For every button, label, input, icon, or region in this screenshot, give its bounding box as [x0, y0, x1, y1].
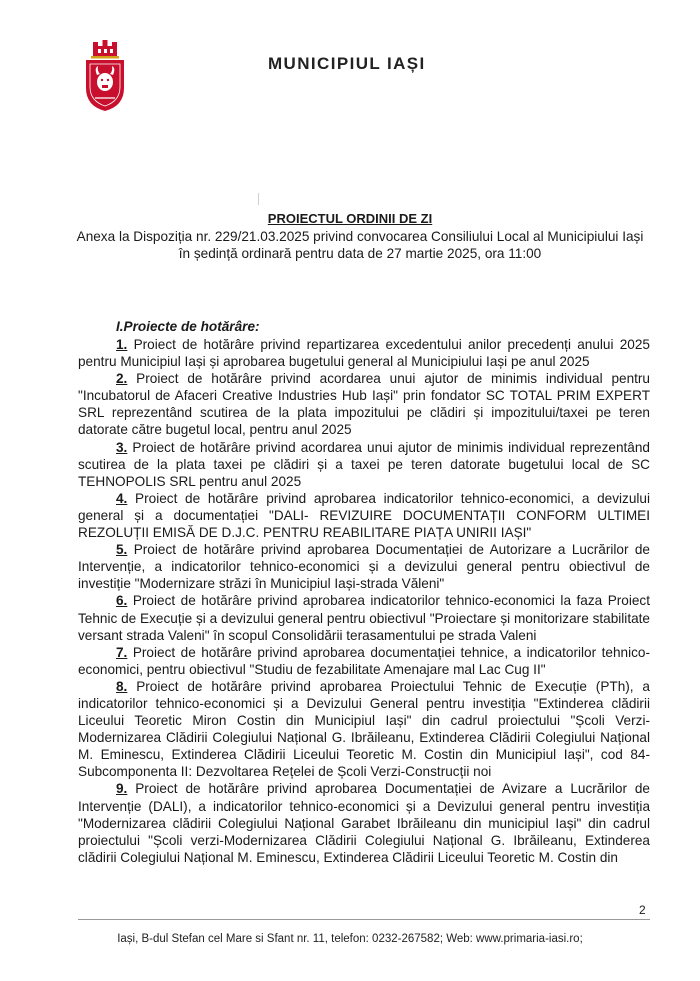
agenda-item — [78, 370, 650, 438]
item-text: Proiect de hotărâre privind repartizarea excedentului anilor precedenți anului 2025 pentru Municipiul Iași și aprobarea bugetului general al Municipiului Iași pe anul 2025 — [78, 337, 650, 370]
item-number: 1. — [116, 337, 128, 352]
item-text: Proiect de hotărâre privind aprobarea documentației tehnice, a indicatorilor tehnico-economici, pentru obiectivul "Studiu de fezabilitate Amenajare mal Lac Cug II" — [78, 644, 650, 677]
item-number: 8. — [116, 678, 128, 694]
item-number: 5. — [116, 542, 128, 558]
agenda-list — [78, 336, 650, 866]
item-number: 2. — [116, 371, 128, 387]
item-text: Proiect de hotărâre privind aprobarea Documentației de Autorizare a Lucrărilor de Intervenție, a indicatorilor tehnico-economici și a devizului general pentru obiectivul de investiție "Modernizare străzi în Municipiul Iași-strada Văleni" — [78, 542, 650, 592]
agenda-item — [78, 336, 650, 370]
item-text: Proiect de hotărâre privind aprobarea Documentației de Avizare a Lucrărilor de Intervenție (DALI), a indicatorilor tehnico-economici și a Devizului general pentru investiția "Modernizarea clădirii Colegiului Național Garabet Ibrăileanu din municipiul Iași" din cadrul proiectului "Școli verzi-Modernizarea Clădirii Colegiului Național G. Ibrăileanu, Extinderea clădirii Colegiului Național M. Eminescu, Extinderea Clădirii Liceului Teoretic M. Costin din — [78, 781, 650, 865]
agenda-item — [78, 541, 650, 592]
section-title: I.Proiecte de hotărâre: — [116, 319, 260, 334]
agenda-item — [78, 644, 650, 678]
page-number: 2 — [639, 903, 646, 917]
item-text: Proiect de hotărâre privind aprobarea indicatorilor tehnico-economici la faza Proiect Tehnic de Execuție și a devizului general pentru obiectivul "Proiectare și monitorizare stabilitate versant strada Valeni" în scopul Consolidării terasamentului pe strada Valeni — [78, 593, 650, 643]
agenda-item — [78, 780, 650, 865]
item-number: 6. — [116, 593, 128, 609]
municipality-name: MUNICIPIUL IAȘI — [268, 54, 426, 73]
agenda-item — [78, 439, 650, 490]
footer-divider — [78, 919, 650, 920]
agenda-item — [78, 678, 650, 781]
agenda-item — [78, 490, 650, 541]
document-title: PROIECTUL ORDINII DE ZI — [267, 211, 433, 226]
item-number: 3. — [116, 439, 128, 455]
document-subtitle: Anexa la Dispoziția nr. 229/21.03.2025 privind convocarea Consiliului Local al Municipiului Iași în ședință ordinară pentru data de 27 martie 2025, ora 11:00 — [76, 229, 644, 261]
item-text: Proiect de hotărâre privind acordarea unui ajutor de minimis individual pentru "Incubatorul de Afaceri Creative Industries Hub Iași" prin fondator SC TOTAL PRIM EXPERT SRL reprezentând scutirea de la plata impozitului pe clădiri și impozitului/taxei pe teren datorate către bugetul local, pentru anul 2025 — [78, 371, 650, 438]
item-text: Proiect de hotărâre privind acordarea unui ajutor de minimis individual reprezentând scutirea de la plata taxei pe clădiri și a taxei pe teren datorate bugetului local de SC TEHNOPOLIS SRL pentru anul 2025 — [78, 439, 650, 489]
item-text: Proiect de hotărâre privind aprobarea indicatorilor tehnico-economici, a devizului general și a documentației "DALI- REVIZUIRE DOCUMENTAȚII CONFORM ULTIMEI REZOLUȚII EMISĂ DE D.J.C. PENTRU REABILITARE PIAȚA UNIRII IAȘI" — [78, 490, 650, 541]
item-number: 9. — [116, 781, 128, 797]
agenda-item — [78, 592, 650, 643]
item-text: Proiect de hotărâre privind aprobarea Proiectului Tehnic de Execuție (PTh), a indicatorilor tehnico-economici și a Devizului General pentru investiția "Extinderea clădirii Liceului Teoretic Miron Costin din Municipiul Iași" din cadrul proiectului "Școli Verzi-Modernizarea Clădirii Colegiului Național G. Ibrăileanu, Extinderea Clădirii Colegiului Național M. Eminescu, Extinderea Clădirii Liceului Teoretic M. Costin din Municipiul Iași", cod 84-Subcomponenta II: Dezvoltarea Rețelei de Școli Verzi-Construcții noi — [78, 678, 650, 780]
footer-address: Iași, B-dul Stefan cel Mare si Sfant nr. 11, telefon: 0232-267582; Web: www.primaria-iasi.ro; — [117, 933, 583, 945]
iasi-coat-of-arms-icon — [84, 40, 126, 112]
item-number: 7. — [116, 644, 128, 660]
item-number: 4. — [116, 490, 128, 506]
scan-mark — [258, 193, 259, 205]
